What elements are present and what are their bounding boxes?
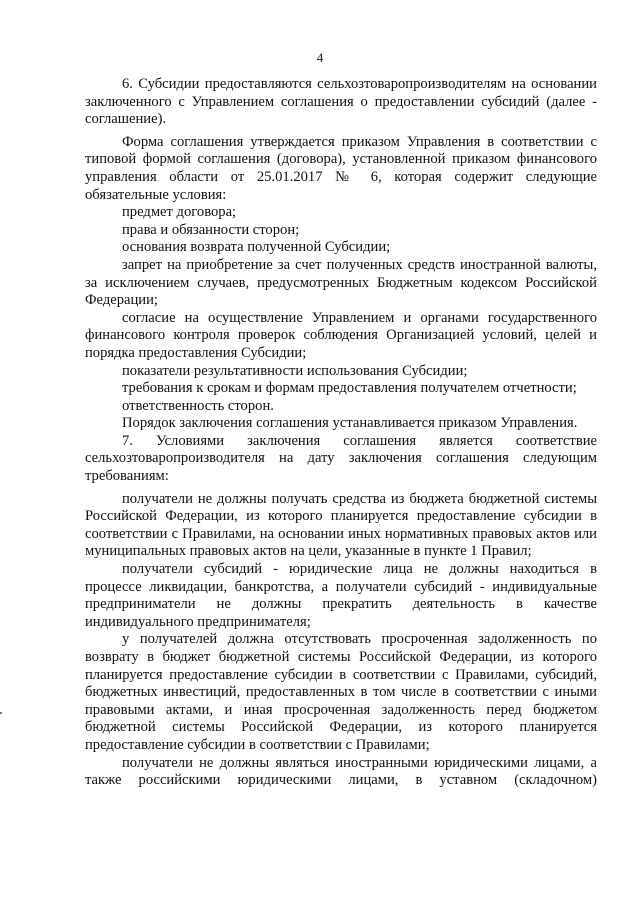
requirement-item: получатели субсидий - юридические лица не должны находиться в процессе ликвидации, банкротства, а получатели субсидий - индивидуальные предприниматели не должны прекратить деятельность в качестве индивидуального предпринимателя;: [85, 561, 597, 630]
condition-item: права и обязанности сторон;: [122, 221, 300, 238]
condition-item: ответственность сторон.: [122, 397, 274, 414]
paragraph-form: Форма соглашения утверждается приказом Управления в соответствии с типовой формой соглашения (договора), установленной приказом финансового управления области от 25.01.2017 № 6, которая содержит следующие обязательные условия:: [85, 133, 597, 203]
paragraph-7: 7. Условиями заключения соглашения является соответствие сельхозтоваропроизводителя на дату заключения соглашения следующим требованиям:: [85, 432, 597, 485]
condition-item: запрет на приобретение за счет полученных средств иностранной валюты, за исключением случаев, предусмотренных Бюджетным кодексом Российской Федерации;: [85, 256, 597, 309]
document-body: [85, 76, 597, 790]
requirement-item: получатели не должны получать средства из бюджета бюджетной системы Российской Федерации, из которого планируется предоставление субсидии в соответствии с Правилами, на основании иных нормативных правовых актов или муниципальных правовых актов на цели, указанные в пункте 1 Правил;: [85, 490, 597, 560]
page-number: 4: [316, 50, 324, 65]
requirement-item: у получателей должна отсутствовать просроченная задолженность по возврату в бюджет бюджетной системы Российской Федерации, из которого планируется предоставление субсидии в соответствии с Правилами, субсидий, бюджетных инвестиций, предоставленных в том числе в соответствии с иными правовыми актами, и иная просроченная задолженность перед бюджетом бюджетной системы Российской Федерации, из которого планируется предоставление субсидии в соответствии с Правилами;: [85, 631, 597, 753]
condition-item: требования к срокам и формам предоставления получателем отчетности;: [122, 380, 577, 397]
condition-item: согласие на осуществление Управлением и органами государственного финансового контроля проверок соблюдения Организацией условий, целей и порядка предоставления Субсидии;: [85, 309, 597, 361]
condition-item: основания возврата полученной Субсидии;: [122, 239, 391, 256]
requirement-item: получатели не должны являться иностранными юридическими лицами, а также российскими юридическими лицами, в уставном (складочном): [85, 754, 597, 789]
paragraph-6: 6. Субсидии предоставляются сельхозтоваропроизводителям на основании заключенного с Управлением соглашения о предоставлении субсидий (далее - соглашение).: [85, 76, 597, 128]
condition-item: предмет договора;: [122, 204, 237, 221]
scan-mark: [0, 712, 2, 714]
condition-item: показатели результативности использования Субсидии;: [122, 362, 468, 379]
paragraph-order: Порядок заключения соглашения устанавливается приказом Управления.: [122, 415, 578, 432]
